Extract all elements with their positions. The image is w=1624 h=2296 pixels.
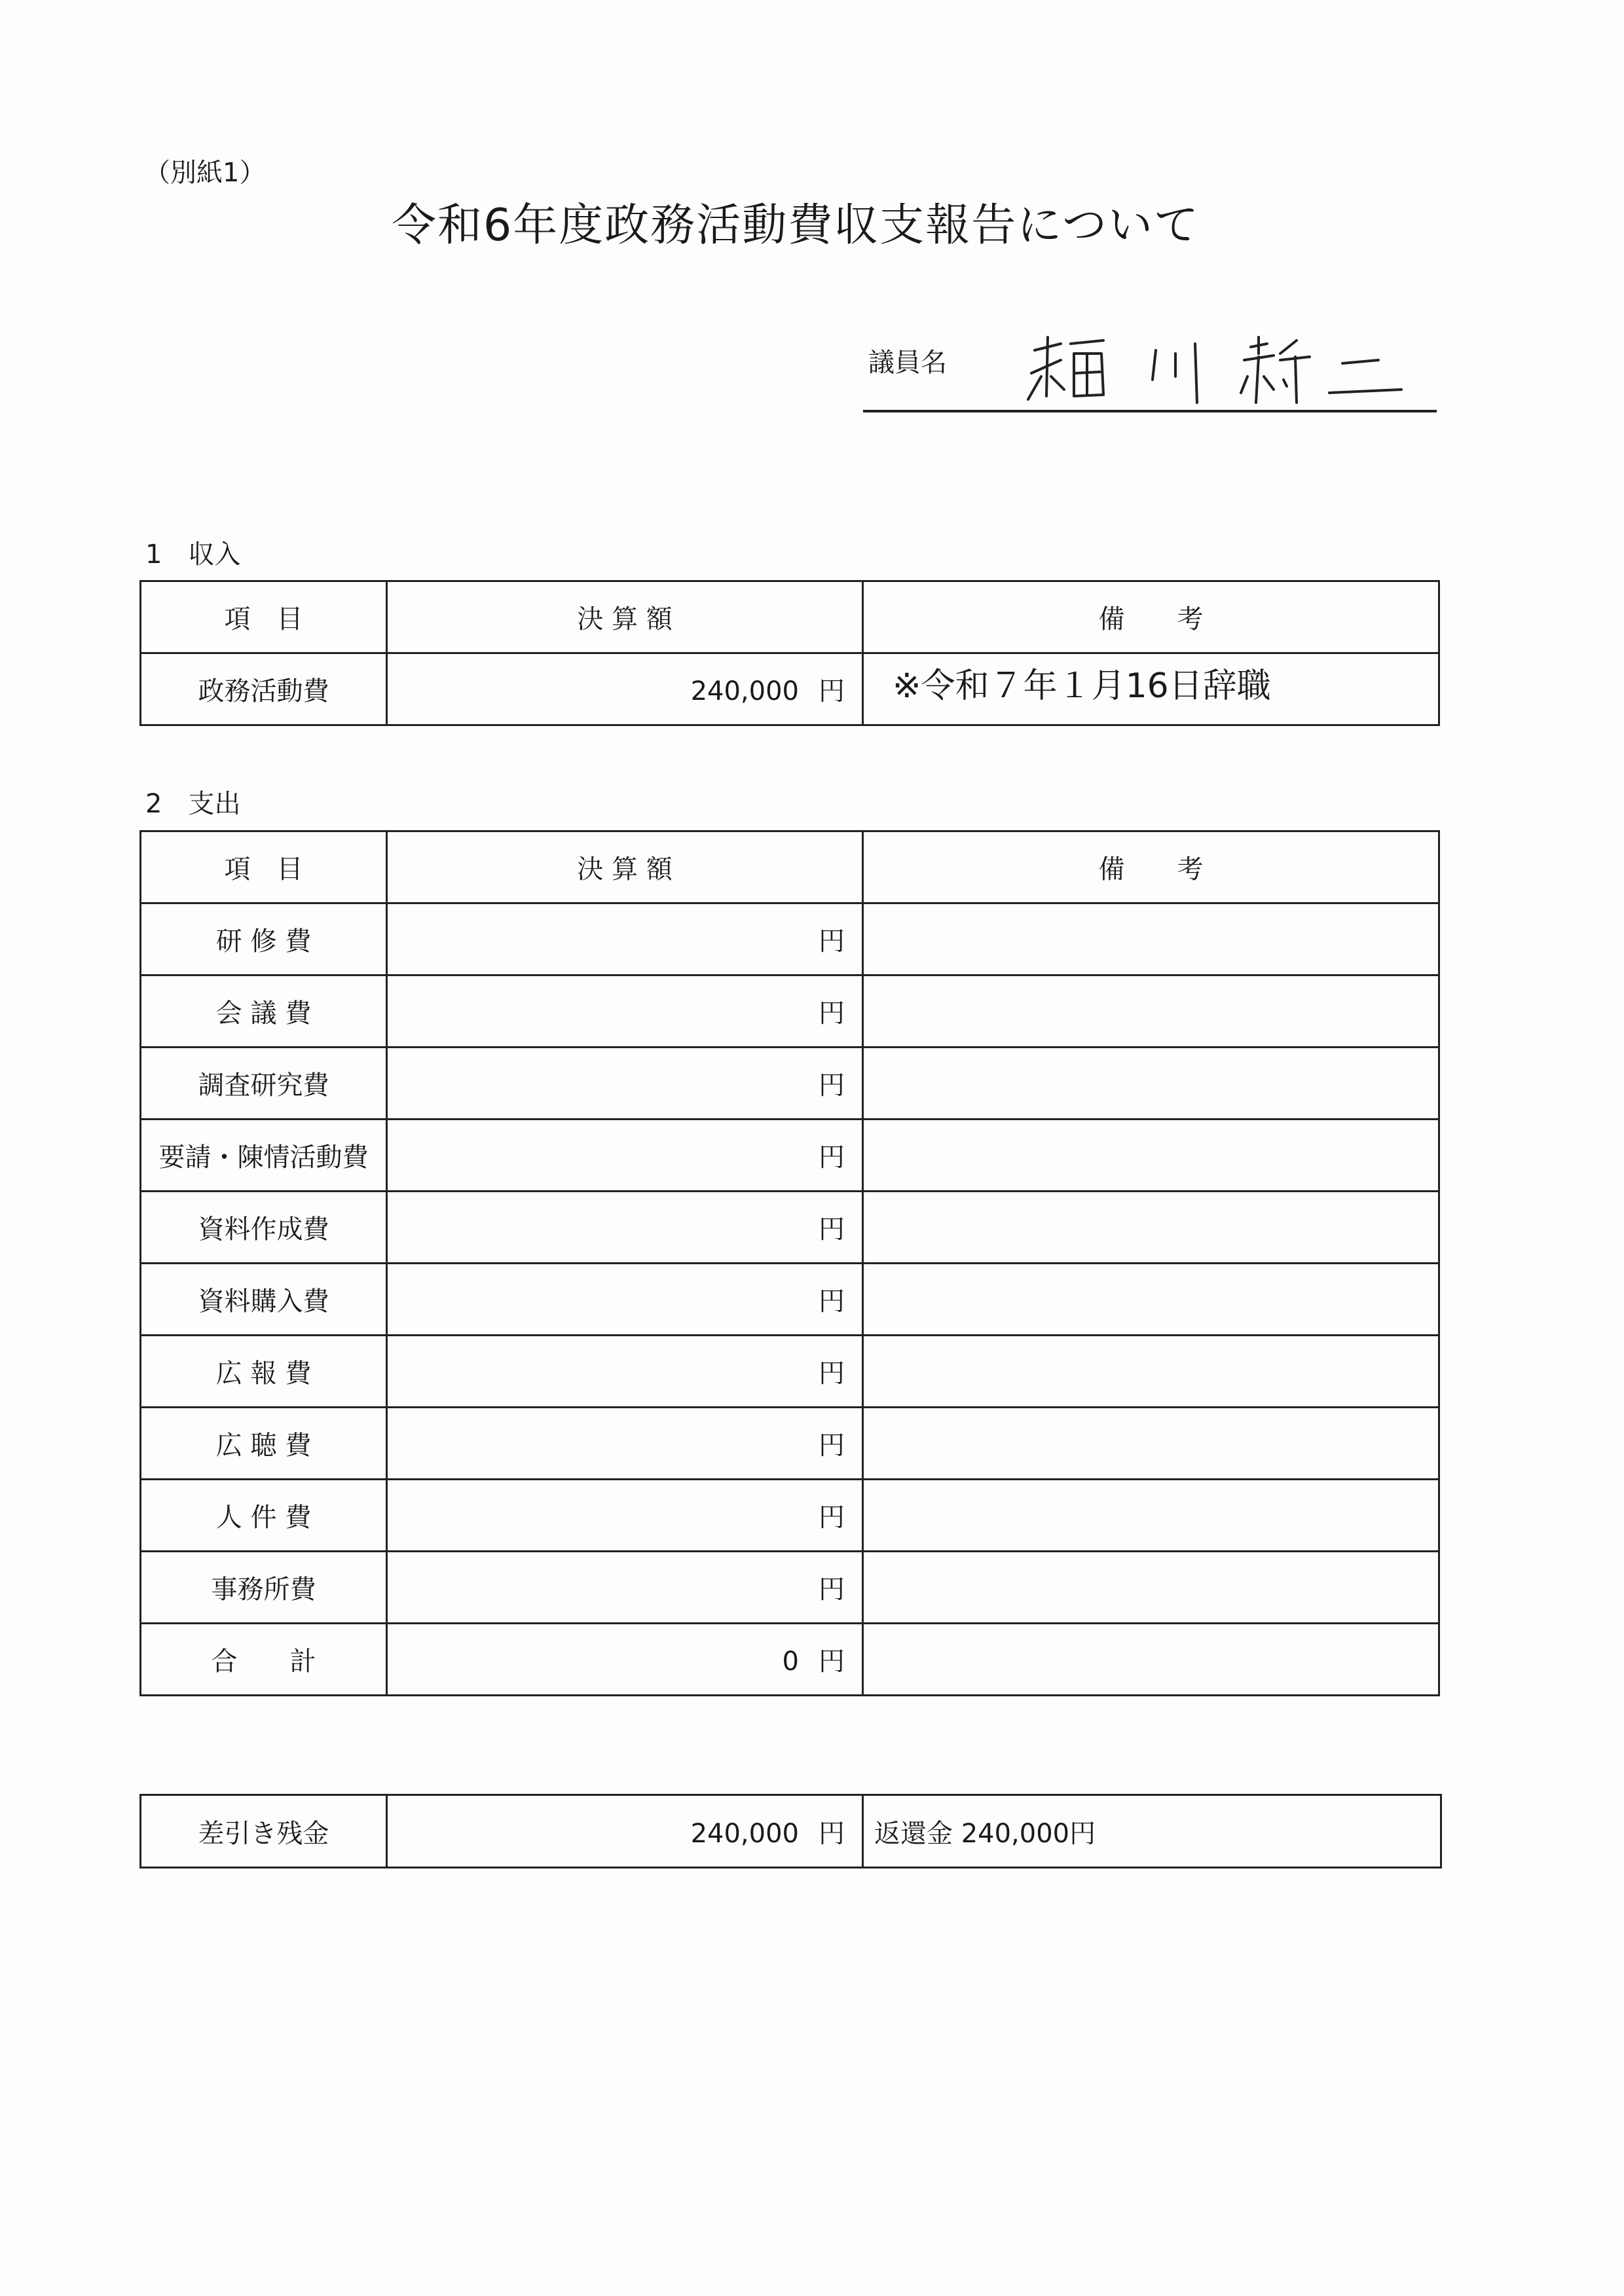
expense-amount-cell bbox=[387, 1192, 863, 1264]
table-row bbox=[141, 1120, 1439, 1192]
expense-note bbox=[863, 1552, 1439, 1624]
expense-unit: 円 bbox=[819, 926, 845, 957]
expense-unit: 円 bbox=[819, 1070, 845, 1101]
income-item: 政務活動費 bbox=[141, 653, 387, 725]
header-note: 備 考 bbox=[863, 581, 1439, 653]
expense-amount-cell bbox=[387, 1120, 863, 1192]
expense-amount-cell bbox=[387, 1408, 863, 1480]
expense-item: 広 報 費 bbox=[141, 1336, 387, 1408]
balance-note: 返還金 240,000円 bbox=[863, 1795, 1441, 1868]
expense-note bbox=[863, 1264, 1439, 1336]
expense-unit: 円 bbox=[819, 1575, 845, 1605]
income-amount: 240,000 bbox=[690, 676, 799, 706]
expense-item: 調査研究費 bbox=[141, 1048, 387, 1120]
expense-item: 要請・陳情活動費 bbox=[141, 1120, 387, 1192]
expense-total-label: 合 計 bbox=[141, 1624, 387, 1696]
expense-item: 広 聴 費 bbox=[141, 1408, 387, 1480]
income-note: ※令和７年１月16日辞職 bbox=[863, 653, 1439, 725]
member-name-label: 議員名 bbox=[868, 348, 947, 378]
balance-unit: 円 bbox=[819, 1818, 845, 1849]
expense-item: 研 修 費 bbox=[141, 903, 387, 975]
table-row bbox=[141, 1264, 1439, 1336]
table-row bbox=[141, 1336, 1439, 1408]
expense-unit: 円 bbox=[819, 1503, 845, 1533]
expense-unit: 円 bbox=[819, 1286, 845, 1317]
balance-item: 差引き残金 bbox=[141, 1795, 387, 1868]
expense-note bbox=[863, 1048, 1439, 1120]
expense-amount-cell bbox=[387, 903, 863, 975]
expense-total-cell bbox=[387, 1624, 863, 1696]
handwritten-signature bbox=[1022, 324, 1414, 412]
table-row bbox=[141, 1795, 1441, 1868]
attachment-label: （別紙1） bbox=[144, 158, 266, 188]
expense-item: 資料購入費 bbox=[141, 1264, 387, 1336]
table-row bbox=[141, 1480, 1439, 1552]
expense-note bbox=[863, 1480, 1439, 1552]
expense-item: 人 件 費 bbox=[141, 1480, 387, 1552]
table-row bbox=[141, 1192, 1439, 1264]
expense-unit: 円 bbox=[819, 998, 845, 1029]
expense-note bbox=[863, 1408, 1439, 1480]
expense-total-unit: 円 bbox=[819, 1647, 845, 1677]
table-row bbox=[141, 1552, 1439, 1624]
expense-unit: 円 bbox=[819, 1142, 845, 1173]
table-total-row bbox=[141, 1624, 1439, 1696]
expense-note bbox=[863, 975, 1439, 1048]
expense-amount-cell bbox=[387, 1336, 863, 1408]
expense-table bbox=[139, 830, 1440, 1696]
table-row bbox=[141, 903, 1439, 975]
expense-unit: 円 bbox=[819, 1358, 845, 1389]
expense-amount-cell bbox=[387, 975, 863, 1048]
expense-item: 会 議 費 bbox=[141, 975, 387, 1048]
header-amount: 決 算 額 bbox=[387, 581, 863, 653]
income-table bbox=[139, 580, 1440, 726]
table-header-row bbox=[141, 581, 1439, 653]
expense-amount-cell bbox=[387, 1552, 863, 1624]
expense-amount-cell bbox=[387, 1480, 863, 1552]
expense-total-note bbox=[863, 1624, 1439, 1696]
table-row bbox=[141, 975, 1439, 1048]
expense-item: 事務所費 bbox=[141, 1552, 387, 1624]
header-item: 項 目 bbox=[141, 581, 387, 653]
table-row bbox=[141, 653, 1439, 725]
expense-note bbox=[863, 1120, 1439, 1192]
header-item: 項 目 bbox=[141, 831, 387, 903]
page-title: 令和6年度政務活動費収支報告について bbox=[392, 200, 1200, 251]
expense-unit: 円 bbox=[819, 1430, 845, 1461]
table-row bbox=[141, 1048, 1439, 1120]
expense-section-label: 2 支出 bbox=[145, 789, 241, 819]
header-amount: 決 算 額 bbox=[387, 831, 863, 903]
balance-amount: 240,000 bbox=[690, 1818, 799, 1849]
expense-unit: 円 bbox=[819, 1214, 845, 1245]
expense-item: 資料作成費 bbox=[141, 1192, 387, 1264]
table-row bbox=[141, 1408, 1439, 1480]
expense-note bbox=[863, 1192, 1439, 1264]
income-section-label: 1 収入 bbox=[145, 539, 241, 570]
expense-total-amount: 0 bbox=[782, 1647, 799, 1677]
member-name-underline bbox=[863, 410, 1437, 412]
balance-amount-cell bbox=[387, 1795, 863, 1868]
income-unit: 円 bbox=[819, 676, 845, 706]
table-header-row bbox=[141, 831, 1439, 903]
balance-table bbox=[139, 1794, 1442, 1868]
expense-note bbox=[863, 903, 1439, 975]
expense-amount-cell bbox=[387, 1264, 863, 1336]
header-note: 備 考 bbox=[863, 831, 1439, 903]
expense-note bbox=[863, 1336, 1439, 1408]
income-amount-cell bbox=[387, 653, 863, 725]
expense-amount-cell bbox=[387, 1048, 863, 1120]
